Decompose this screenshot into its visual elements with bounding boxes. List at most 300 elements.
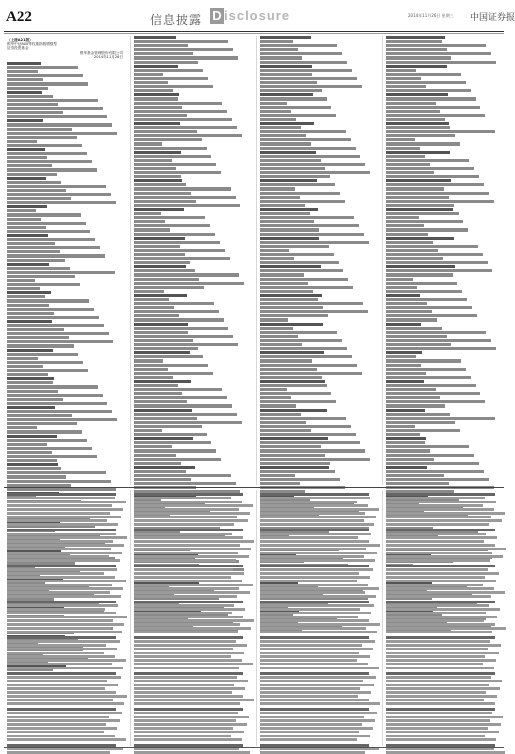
entry-label-line (134, 294, 187, 297)
entry-label-line (134, 65, 178, 68)
page-number: A22 (6, 9, 32, 25)
entry-text-line (7, 332, 109, 335)
body-text-line (134, 508, 239, 511)
entry-label-line (7, 62, 41, 65)
body-text-line (134, 587, 239, 590)
entry-text-line (7, 430, 82, 433)
entry-label-line (7, 148, 45, 151)
body-text-line (260, 512, 365, 515)
entry-text-line (260, 196, 300, 199)
entry-text-line (134, 425, 202, 428)
body-text-line (7, 580, 126, 583)
entry-text-line (134, 462, 181, 465)
entry-text-line (134, 245, 180, 248)
entry-label-line (7, 263, 49, 266)
entry-text-line (7, 275, 75, 278)
entry-text-line (260, 52, 342, 55)
body-text-line (260, 695, 358, 698)
entry-text-line (134, 241, 220, 244)
entry-text-line (134, 228, 170, 231)
entry-text-line (134, 413, 237, 416)
body-text-line (260, 680, 363, 683)
entry-text-line (7, 287, 40, 290)
entry-text-line (260, 425, 351, 428)
entry-text-line (134, 282, 244, 285)
body-text-line (260, 523, 374, 526)
body-text-line (386, 719, 490, 722)
entry-text-line (134, 138, 202, 141)
entry-text-line (7, 242, 55, 245)
body-text-line (7, 659, 126, 662)
entry-text-line (260, 458, 370, 461)
entry-text-line (386, 97, 476, 100)
entry-text-line (7, 185, 106, 188)
entry-text-line (386, 224, 424, 227)
entry-text-line (7, 107, 103, 110)
body-text-line (134, 519, 248, 522)
entry-label-line (386, 351, 422, 354)
entry-text-line (7, 189, 66, 192)
entry-text-line (7, 238, 95, 241)
entry-text-line (134, 290, 164, 293)
entry-text-line (7, 128, 72, 131)
entry-text-line (386, 241, 433, 244)
body-text-line (134, 684, 234, 687)
entry-label-line (134, 466, 195, 469)
entry-text-line (386, 302, 427, 305)
body-text-line (7, 548, 111, 551)
body-text-line (134, 652, 244, 655)
entry-text-line (134, 130, 197, 133)
body-text-line (260, 723, 362, 726)
entry-text-line (260, 269, 343, 272)
body-text-line (134, 608, 245, 611)
body-text-line (260, 623, 380, 626)
body-text-line (7, 652, 104, 655)
body-text-line (134, 523, 234, 526)
entry-text-line (134, 355, 203, 358)
entry-text-line (134, 56, 238, 59)
entry-label-line (386, 93, 448, 96)
entry-label-line (134, 265, 186, 268)
entry-text-line (260, 445, 321, 448)
entry-text-line (134, 118, 232, 121)
body-text-line (260, 735, 370, 738)
body-text-line (134, 512, 250, 515)
entry-text-line (260, 81, 317, 84)
entry-text-line (260, 314, 328, 317)
entry-text-line (134, 359, 163, 362)
body-text-line (7, 684, 118, 687)
body-text-line (134, 708, 243, 711)
body-text-line (134, 680, 248, 683)
entry-label-line (260, 265, 321, 268)
entry-text-line (386, 462, 479, 465)
entry-text-line (386, 77, 421, 80)
entry-text-line (386, 126, 450, 129)
entry-text-line (134, 40, 228, 43)
entry-label-line (134, 36, 176, 39)
body-text-line (386, 652, 499, 655)
entry-text-line (386, 339, 491, 342)
body-text-line (386, 684, 489, 687)
body-text-line (260, 555, 364, 558)
paper-name: 中国证券报 (470, 13, 515, 23)
entry-label-line (260, 351, 324, 354)
body-text-line (386, 608, 500, 611)
entry-text-line (134, 257, 230, 260)
entry-text-line (386, 212, 459, 215)
entry-label-line (260, 294, 322, 297)
entry-text-line (386, 233, 428, 236)
body-text-line (7, 608, 105, 611)
body-text-line (134, 568, 233, 571)
body-text-line (134, 601, 243, 604)
body-text-line (260, 644, 362, 647)
entry-text-line (260, 318, 288, 321)
entry-text-line (260, 282, 308, 285)
body-text-line (386, 627, 506, 630)
body-text-line (134, 504, 253, 507)
body-text-line (134, 748, 239, 751)
body-text-line (7, 623, 124, 626)
body-text-line (260, 712, 377, 715)
notice-continuation: （上接A21版） (7, 38, 33, 42)
entry-text-line (260, 359, 312, 362)
notice-date: 2014年11月26日 (93, 54, 123, 59)
entry-text-line (260, 278, 348, 281)
body-text-line (134, 627, 251, 630)
entry-text-line (7, 115, 107, 118)
body-text-line (260, 691, 371, 694)
entry-text-line (7, 144, 82, 147)
entry-text-line (260, 474, 295, 477)
entry-text-line (7, 271, 115, 274)
entry-text-line (134, 478, 191, 481)
body-text-line (7, 540, 113, 543)
entry-text-line (260, 433, 356, 436)
notice-fund-name: 证券投资基金 (7, 46, 29, 51)
entry-text-line (260, 224, 359, 227)
body-text-line (7, 516, 121, 519)
body-text-line (260, 676, 376, 679)
body-text-line (134, 663, 253, 666)
body-text-line (386, 548, 506, 551)
section-title-en-rest: isclosure (224, 8, 291, 23)
entry-text-line (134, 445, 172, 448)
entry-text-line (7, 218, 41, 221)
section-divider (4, 487, 504, 488)
body-text-line (7, 529, 116, 532)
body-text-line (260, 497, 370, 500)
entry-text-line (386, 187, 444, 190)
entry-text-line (260, 200, 345, 203)
entry-label-line (134, 151, 181, 154)
body-text-line (260, 544, 380, 547)
entry-text-line (386, 482, 449, 485)
entry-text-line (386, 372, 426, 375)
entry-label-line (386, 323, 421, 326)
entry-text-line (386, 257, 443, 260)
entry-text-line (386, 417, 495, 420)
body-text-line (386, 533, 486, 536)
entry-text-line (260, 400, 336, 403)
entry-text-line (134, 163, 216, 166)
body-text-line (134, 529, 243, 532)
body-text-line (134, 565, 243, 568)
entry-text-line (386, 441, 425, 444)
body-text-line (134, 548, 251, 551)
body-text-line (134, 497, 231, 500)
entry-label-line (134, 208, 184, 211)
entry-text-line (7, 222, 86, 225)
entry-text-line (134, 429, 162, 432)
entry-text-line (7, 226, 46, 229)
entry-text-line (386, 73, 461, 76)
body-text-line (260, 631, 377, 634)
entry-text-line (134, 417, 197, 420)
entry-text-line (7, 344, 74, 347)
entry-text-line (386, 253, 483, 256)
entry-text-line (134, 175, 181, 178)
body-text-line (260, 672, 369, 675)
entry-text-line (134, 396, 227, 399)
entry-text-line (134, 187, 231, 190)
entry-text-line (386, 163, 430, 166)
entry-text-line (134, 404, 232, 407)
entry-text-line (134, 470, 186, 473)
entry-label-line (386, 151, 450, 154)
entry-text-line (7, 353, 78, 356)
body-text-line (386, 601, 495, 604)
body-text-line (134, 687, 245, 690)
body-text-line (386, 519, 502, 522)
entry-text-line (7, 267, 70, 270)
body-text-line (134, 738, 242, 741)
body-text-line (7, 565, 116, 568)
entry-text-line (386, 142, 460, 145)
entry-text-line (260, 61, 347, 64)
entry-text-line (134, 69, 203, 72)
body-text-line (260, 504, 368, 507)
notice-issuer: 银华基金管理股份有限公司 (79, 50, 123, 55)
entry-text-line (7, 156, 47, 159)
entry-text-line (7, 324, 104, 327)
body-text-line (260, 684, 374, 687)
entry-text-line (134, 97, 178, 100)
entry-label-line (386, 208, 453, 211)
entry-text-line (134, 454, 176, 457)
entry-text-line (386, 273, 453, 276)
body-text-line (386, 687, 500, 690)
entry-text-line (7, 394, 103, 397)
entry-text-line (386, 130, 495, 133)
body-text-line (7, 731, 104, 734)
entry-text-line (7, 410, 112, 413)
entry-text-line (386, 327, 442, 330)
entry-text-line (386, 167, 474, 170)
entry-text-line (386, 400, 485, 403)
entry-text-line (134, 306, 174, 309)
entry-label-line (134, 237, 185, 240)
entry-column (4, 36, 125, 485)
entry-text-line (260, 449, 365, 452)
entry-text-line (260, 159, 321, 162)
entry-text-line (7, 111, 63, 114)
entry-text-line (386, 314, 477, 317)
body-text-line (7, 712, 122, 715)
body-text-line (386, 493, 495, 496)
body-text-line (386, 623, 495, 626)
entry-text-line (386, 81, 466, 84)
entry-text-line (7, 295, 45, 298)
entry-text-line (7, 152, 87, 155)
body-text-line (260, 519, 363, 522)
body-text-line (386, 695, 497, 698)
lower-section (4, 490, 504, 746)
entry-text-line (386, 278, 413, 281)
body-text-line (134, 636, 243, 639)
entry-text-line (134, 192, 191, 195)
body-text-line (386, 568, 488, 571)
entry-text-line (386, 347, 496, 350)
body-text-line (134, 727, 233, 730)
entry-text-line (7, 304, 49, 307)
section-title-en (210, 8, 290, 27)
body-text-line (386, 501, 496, 504)
entry-text-line (7, 99, 98, 102)
body-text-line (134, 702, 240, 705)
body-text-line (386, 735, 485, 738)
body-text-line (7, 695, 127, 698)
entry-text-line (134, 233, 215, 236)
entry-text-line (386, 269, 492, 272)
entry-text-line (134, 52, 193, 55)
entry-text-line (134, 376, 173, 379)
entry-text-line (260, 56, 302, 59)
body-text-line (260, 565, 369, 568)
dateline: 2014年11月26日 星期三 (408, 13, 454, 18)
body-text-line (260, 604, 374, 607)
body-text-line (7, 719, 120, 722)
entry-label-line (260, 237, 319, 240)
entry-text-line (7, 361, 83, 364)
entry-text-line (386, 249, 438, 252)
entry-text-line (386, 56, 451, 59)
entry-text-line (7, 365, 43, 368)
entry-text-line (134, 278, 199, 281)
body-text-line (7, 727, 117, 730)
body-text-line (134, 584, 253, 587)
entry-label-line (7, 349, 53, 352)
body-text-line (7, 576, 115, 579)
entry-text-line (260, 429, 311, 432)
entry-text-line (260, 478, 340, 481)
body-text-line (7, 493, 116, 496)
entry-label-line (7, 320, 52, 323)
entry-text-line (260, 286, 353, 289)
text-column (4, 490, 125, 746)
body-text-line (134, 493, 243, 496)
entry-text-line (260, 482, 300, 485)
body-text-line (386, 655, 485, 658)
body-text-line (7, 612, 116, 615)
body-text-line (7, 552, 122, 555)
entry-text-line (386, 200, 494, 203)
entry-label-line (134, 437, 193, 440)
entry-label-line (7, 463, 58, 466)
entry-text-line (134, 142, 162, 145)
entry-text-line (7, 160, 92, 163)
entry-text-line (7, 418, 117, 421)
entry-text-line (134, 167, 176, 170)
masthead-rule-thin (4, 33, 504, 34)
body-text-line (7, 497, 115, 500)
entry-label-line (386, 265, 455, 268)
entry-text-line (260, 102, 287, 105)
entry-text-line (134, 474, 231, 477)
body-text-line (386, 612, 486, 615)
body-text-line (260, 501, 357, 504)
entry-text-line (386, 404, 445, 407)
entry-text-line (134, 216, 205, 219)
entry-text-line (134, 384, 178, 387)
body-text-line (386, 699, 484, 702)
entry-text-line (134, 339, 193, 342)
body-text-line (7, 640, 120, 643)
body-text-line (386, 631, 492, 634)
entry-text-line (386, 40, 442, 43)
body-text-line (386, 565, 495, 568)
entry-text-line (260, 273, 304, 276)
body-text-line (7, 648, 117, 651)
body-text-line (7, 702, 124, 705)
entry-text-line (134, 449, 216, 452)
entry-text-line (386, 171, 434, 174)
entry-text-line (7, 336, 69, 339)
entry-text-line (260, 335, 298, 338)
entry-text-line (260, 192, 340, 195)
entry-label-line (134, 351, 190, 354)
entry-text-line (7, 340, 113, 343)
text-column (256, 490, 378, 746)
entry-text-line (260, 118, 296, 121)
entry-text-line (134, 347, 198, 350)
entry-text-line (7, 381, 53, 384)
entry-text-line (386, 114, 485, 117)
entry-label-line (260, 65, 312, 68)
body-text-line (260, 533, 371, 536)
body-text-line (386, 708, 495, 711)
entry-text-line (386, 183, 484, 186)
body-text-line (386, 552, 492, 555)
body-text-line (260, 608, 360, 611)
entry-label-line (386, 437, 426, 440)
body-text-line (7, 533, 116, 536)
entry-text-line (260, 384, 327, 387)
entry-text-line (386, 286, 417, 289)
entry-text-line (386, 421, 455, 424)
entry-label-line (386, 237, 454, 240)
body-text-line (260, 738, 357, 741)
body-text-line (260, 587, 379, 590)
entry-text-line (134, 183, 186, 186)
entry-text-line (386, 413, 450, 416)
body-text-line (386, 572, 499, 575)
body-text-line (260, 612, 371, 615)
body-text-line (386, 616, 497, 619)
entry-text-line (7, 250, 60, 253)
